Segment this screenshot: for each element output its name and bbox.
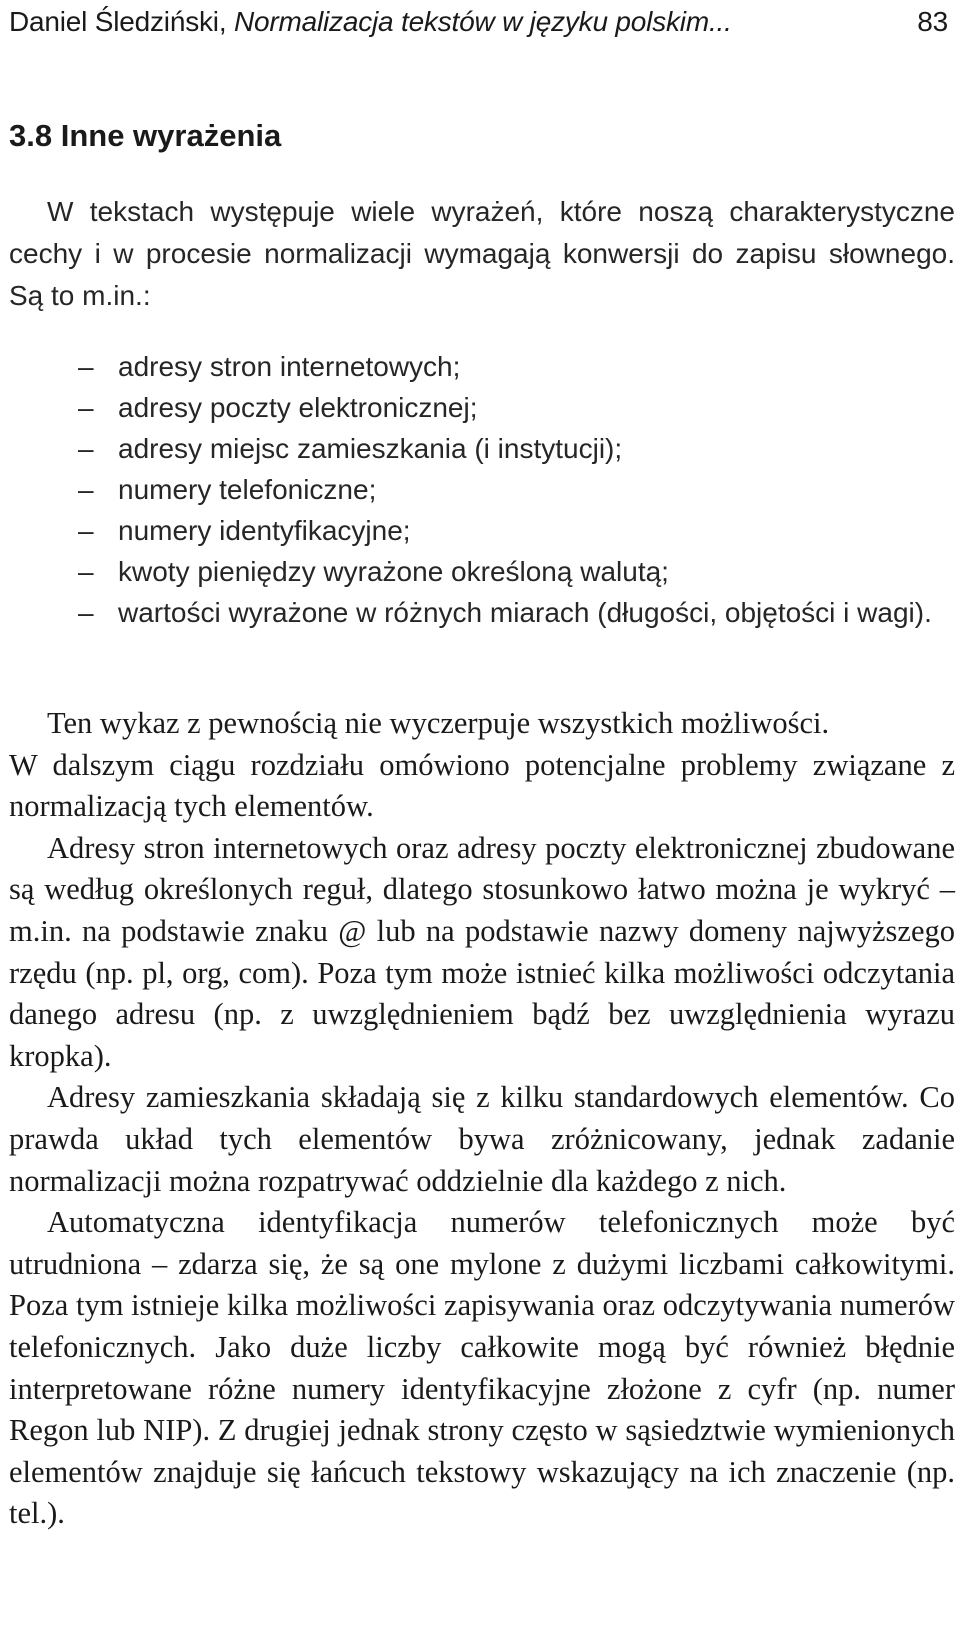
body-text — [9, 703, 955, 1535]
body-paragraph: Adresy stron internetowych oraz adresy poczty elektronicznej zbudowane są według określonych reguł, dlatego stosunkowo łatwo można je wykryć – m.in. na podstawie znaku @ lub na podstawie nazwy domeny najwyższego rzędu (np. pl, org, com). Poza tym może istnieć kilka możliwości odczytania danego adresu (np. z uwzględnieniem bądź bez uwzględnienia wyrazu kropka). — [9, 830, 955, 1073]
list-item — [0, 346, 960, 387]
body-paragraph: Adresy zamieszkania składają się z kilku standardowych elementów. Co prawda układ tych elementów bywa zróżnicowany, jednak zadanie normalizacji można rozpatrywać oddzielnie dla każdego z nich. — [9, 1080, 955, 1198]
dash-marker: – — [78, 392, 94, 423]
expression-list — [0, 346, 960, 633]
dash-marker: – — [78, 433, 94, 464]
list-item-text: adresy miejsc zamieszkania (i instytucji); — [118, 433, 623, 464]
list-item — [0, 387, 960, 428]
list-item — [0, 510, 960, 551]
list-item — [0, 469, 960, 510]
body-paragraph: W dalszym ciągu rozdziału omówiono potencjalne problemy związane z normalizacją tych elementów. — [9, 747, 955, 824]
intro-paragraph: W tekstach występuje wiele wyrażeń, które noszą charakterystyczne cechy i w procesie normalizacji wymagają konwersji do zapisu słownego. Są to m.in.: — [9, 196, 955, 311]
header-title: Normalizacja tekstów w języku polskim... — [233, 6, 732, 37]
page-number: 83 — [917, 6, 948, 37]
dash-marker: – — [78, 351, 94, 382]
list-item — [0, 592, 960, 633]
list-item — [0, 428, 960, 469]
dash-marker: – — [78, 556, 94, 587]
header-author: Daniel Śledziński, — [9, 6, 234, 37]
list-item-text: wartości wyrażone w różnych miarach (długości, objętości i wagi). — [118, 597, 932, 628]
list-item-text: kwoty pieniędzy wyrażone określoną walutą; — [118, 556, 669, 587]
dash-marker: – — [78, 474, 94, 505]
dash-marker: – — [78, 597, 94, 628]
list-item-text: adresy poczty elektronicznej; — [118, 392, 478, 423]
dash-marker: – — [78, 515, 94, 546]
body-paragraph: Ten wykaz z pewnością nie wyczerpuje wszystkich możliwości. — [47, 706, 830, 740]
list-item-text: numery identyfikacyjne; — [118, 515, 411, 546]
list-item-text: adresy stron internetowych; — [118, 351, 461, 382]
section-heading: 3.8 Inne wyrażenia — [9, 118, 282, 153]
body-paragraph: Automatyczna identyfikacja numerów telefonicznych może być utrudniona – zdarza się, że są one mylone z dużymi liczbami całkowitymi. Poza tym istnieje kilka możliwości zapisywania oraz odczytywania numerów telefonicznych. Jako duże liczby całkowite mogą być również błędnie interpretowane różne numery identyfikacyjne złożone z cyfr (np. numer Regon lub NIP). Z drugiej jednak strony często w sąsiedztwie wymienionych elementów znajduje się łańcuch tekstowy wskazujący na ich znaczenie (np. tel.). — [9, 1205, 955, 1531]
list-item — [0, 551, 960, 592]
running-header — [9, 0, 948, 44]
list-item-text: numery telefoniczne; — [118, 474, 377, 505]
